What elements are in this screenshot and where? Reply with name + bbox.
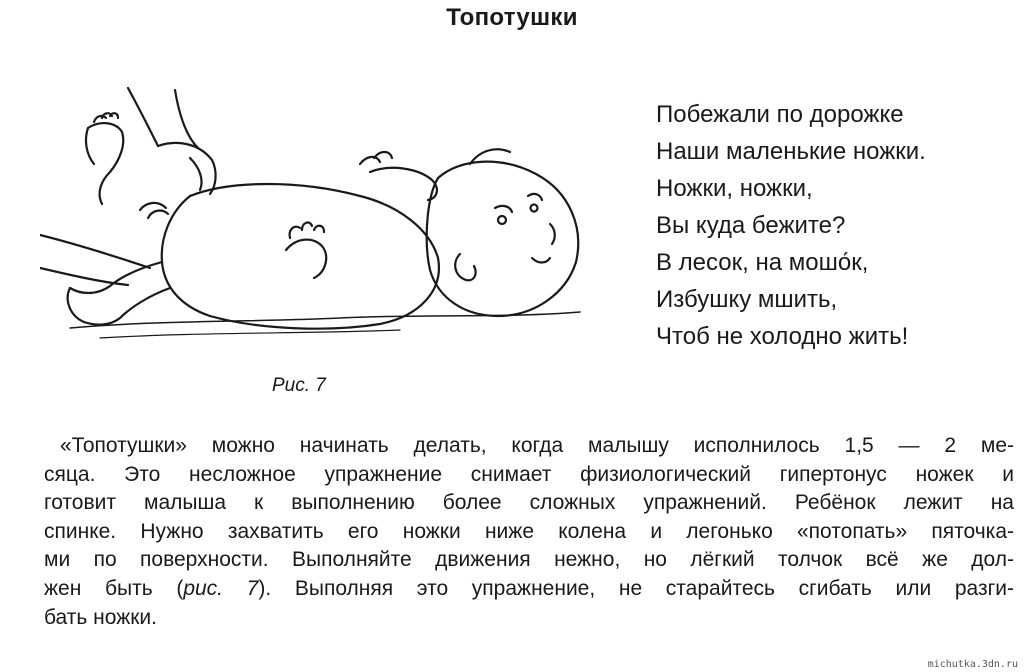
paragraph-line: бать ножки. — [44, 605, 157, 629]
poem-line: Чтоб не холодно жить! — [656, 323, 909, 350]
description-paragraph — [44, 432, 1014, 632]
poem-line: Ножки, ножки, — [656, 175, 813, 202]
paragraph-line: сяца. Это несложное упражнение снимает физиологический гипертонус ножек и — [44, 462, 1014, 486]
poem-line: Вы куда бежите? — [656, 212, 846, 239]
figure-reference: рис. 7 — [183, 576, 259, 600]
figure-caption: Рис. 7 — [272, 375, 326, 396]
baby-exercise-illustration — [40, 80, 600, 350]
paragraph-line: спинке. Нужно захватить его ножки ниже колена и легонько «потопать» пяточка- — [44, 519, 1014, 543]
poem — [656, 96, 926, 355]
poem-line: Избушку мшить, — [656, 286, 838, 313]
poem-line: В лесок, на мошо́к, — [656, 249, 869, 276]
page-title: Топотушки — [446, 4, 578, 31]
watermark: michutka.3dn.ru — [927, 659, 1018, 670]
paragraph-line: «Топотушки» можно начинать делать, когда малышу исполнилось 1,5 — 2 ме- — [60, 434, 1014, 457]
paragraph-line: готовит малыша к выполнению более сложных упражнений. Ребёнок лежит на — [44, 491, 1014, 515]
poem-line: Побежали по дорожке — [656, 101, 904, 128]
paragraph-line: жен быть (рис. 7). Выполняя это упражнение, не старайтесь сгибать или разги- — [44, 576, 1014, 600]
paragraph-line: ми по поверхности. Выполняйте движения нежно, но лёгкий толчок всё же дол- — [44, 548, 1014, 572]
poem-line: Наши маленькие ножки. — [656, 138, 926, 165]
